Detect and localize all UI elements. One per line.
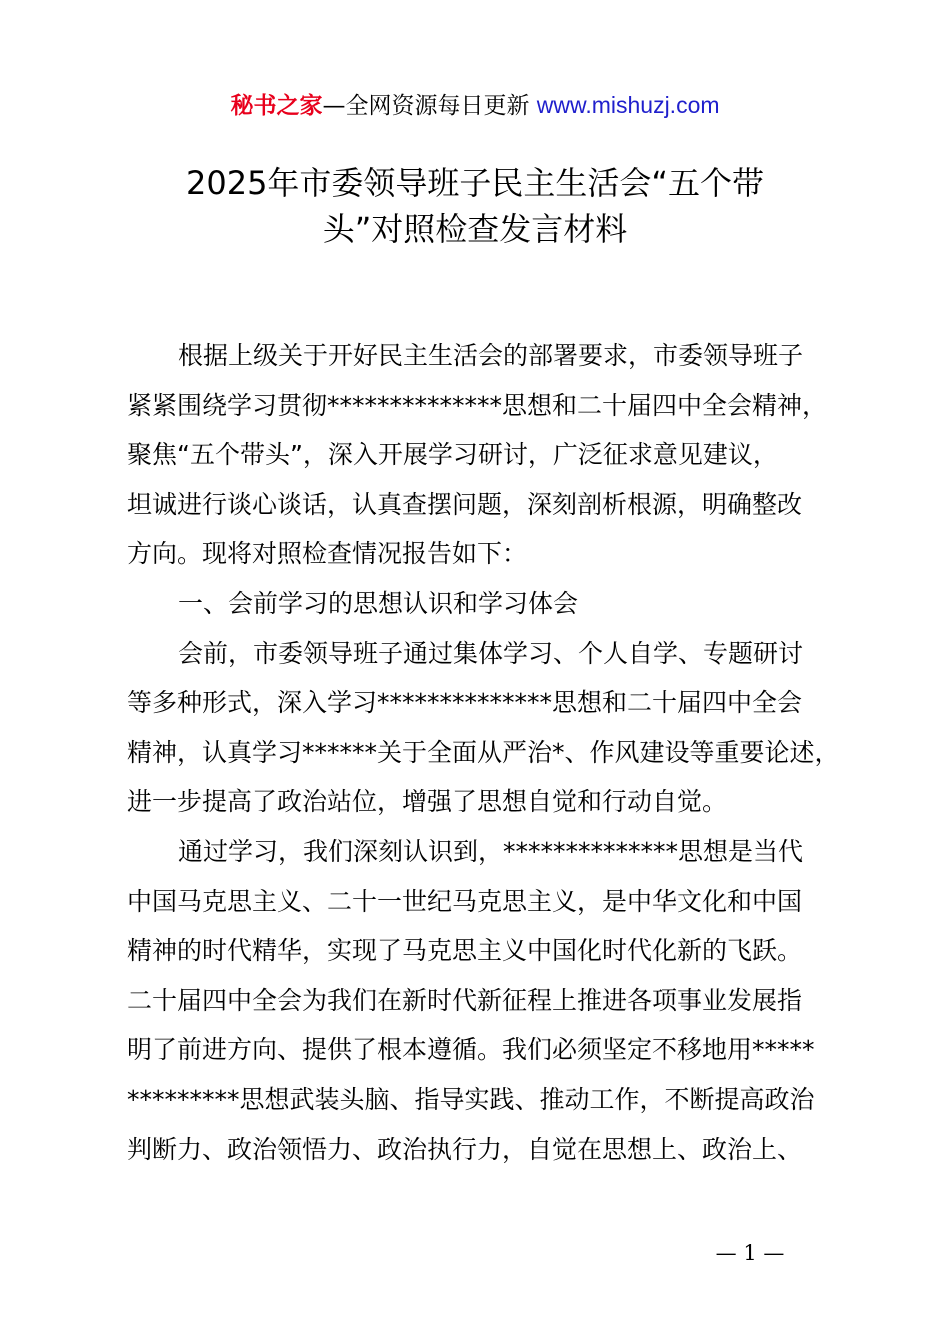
paragraph-line: 进一步提高了政治站位，增强了思想自觉和行动自觉。 <box>127 787 728 817</box>
paragraph-line: 方向。现将对照检查情况报告如下： <box>127 539 528 569</box>
site-name: 秘书之家 <box>230 93 323 119</box>
page-number: — 1 — <box>715 1241 785 1265</box>
paragraph-line: 聚焦“五个带头”，深入开展学习研讨，广泛征求意见建议， <box>127 440 778 470</box>
paragraph-line: 会前，市委领导班子通过集体学习、个人自学、专题研讨 <box>178 638 804 668</box>
paragraph-line: 精神，认真学习******关于全面从严治*、作风建设等重要论述， <box>127 737 840 767</box>
title-line-1: 2025年市委领导班子民主生活会“五个带 <box>185 164 765 202</box>
document-body <box>127 331 840 1174</box>
paragraph-line: 明了前进方向、提供了根本遵循。我们必须坚定不移地用***** <box>127 1035 815 1065</box>
paragraph-line: 精神的时代精华，实现了马克思主义中国化时代化新的飞跃。 <box>127 936 803 966</box>
paragraph-line: 判断力、政治领悟力、政治执行力，自觉在思想上、政治上、 <box>127 1134 803 1164</box>
section-heading: 一、会前学习的思想认识和学习体会 <box>178 588 579 618</box>
paragraph-line: 根据上级关于开好民主生活会的部署要求，市委领导班子 <box>178 341 804 370</box>
paragraph-line: 紧紧围绕学习贯彻**************思想和二十届四中全会精神， <box>127 390 828 420</box>
paragraph-line: 坦诚进行谈心谈话，认真查摆问题，深刻剖析根源，明确整改 <box>127 489 803 519</box>
paragraph-line: 中国马克思主义、二十一世纪马克思主义，是中华文化和中国 <box>127 886 803 916</box>
paragraph-line: 二十届四中全会为我们在新时代新征程上推进各项事业发展指 <box>127 985 803 1015</box>
paragraph-line: 等多种形式，深入学习**************思想和二十届四中全会 <box>127 688 803 718</box>
site-header <box>0 88 950 123</box>
paragraph-line: 通过学习，我们深刻认识到，**************思想是当代 <box>178 836 804 866</box>
paragraph-line: *********思想武装头脑、指导实践、推动工作，不断提高政治 <box>127 1084 815 1114</box>
site-url-link[interactable]: www.mishuzj.com <box>536 92 720 118</box>
site-tagline: —全网资源每日更新 <box>322 93 530 119</box>
title-line-2: 头”对照检查发言材料 <box>322 210 628 248</box>
document-title <box>100 160 850 252</box>
